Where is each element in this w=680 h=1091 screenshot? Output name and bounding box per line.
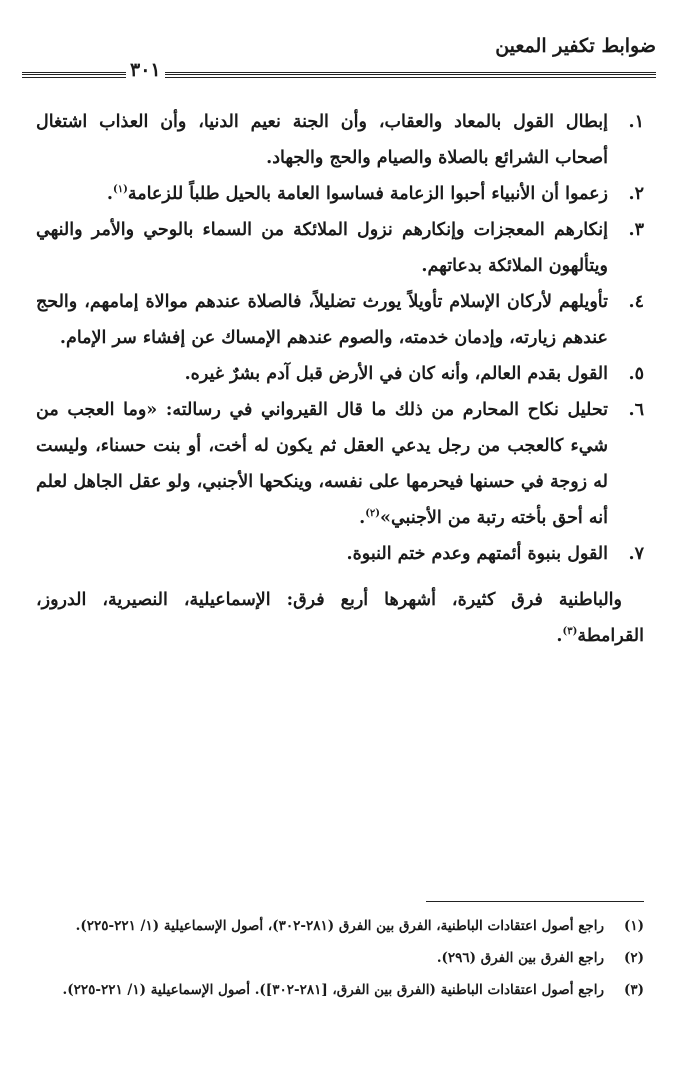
footnote-number: (٢) bbox=[623, 950, 644, 966]
point-number: ٢. bbox=[628, 184, 644, 204]
footnote-text: راجع أصول اعتقادات الباطنية، الفرق بين الفرق (٢٨١-٣٠٢)، أصول الإسماعيلية (١/ ٢٢١-٢٢٥). bbox=[75, 918, 604, 934]
point-text: القول بقدم العالم، وأنه كان في الأرض قبل آدم بشرٌ غيره. bbox=[184, 364, 608, 384]
running-title: ضوابط تكفير المعين bbox=[495, 35, 656, 57]
point-number: ٦. bbox=[628, 400, 644, 420]
point-text: إنكارهم المعجزات وإنكارهم نزول الملائكة من السماء بالوحي والأمر والنهي ويتألهون الملائكة بدعاتهم. bbox=[36, 220, 608, 276]
page-header bbox=[22, 30, 656, 88]
point-number: ٧. bbox=[628, 544, 644, 564]
point-text: زعموا أن الأنبياء أحبوا الزعامة فساسوا العامة بالحيل طلباً للزعامة bbox=[127, 184, 608, 204]
header-rule-thin bbox=[22, 77, 656, 78]
footnote-ref[interactable]: (٢) bbox=[365, 508, 381, 520]
footnote-number: (٣) bbox=[623, 982, 644, 998]
point-text: القول بنبوة أئمتهم وعدم ختم النبوة. bbox=[346, 544, 608, 564]
point-number: ٤. bbox=[628, 292, 644, 312]
footnote-number: (١) bbox=[623, 918, 644, 934]
closing-text-end: . bbox=[556, 626, 563, 646]
footnote-ref[interactable]: (٣) bbox=[562, 626, 578, 638]
footnotes bbox=[36, 912, 644, 1008]
point-item bbox=[36, 104, 644, 176]
point-item bbox=[36, 212, 644, 284]
point-item bbox=[36, 176, 644, 212]
point-item bbox=[36, 284, 644, 356]
point-item bbox=[36, 392, 644, 536]
point-text-end: . bbox=[106, 184, 113, 204]
point-text: إبطال القول بالمعاد والعقاب، وأن الجنة نعيم الدنيا، وأن العذاب اشتغال أصحاب الشرائع بالصلاة والصيام والحج والجهاد. bbox=[36, 112, 608, 168]
point-text: تحليل نكاح المحارم من ذلك ما قال القيرواني في رسالته: «وما العجب من شيء كالعجب من رجل يدعي العقل ثم يكون له أخت، أو بنت حسناء، وليست له زوجة في حسنها فيحرمها على نفسه، وينكحها الأجنبي، ولو عقل الجاهل لعلم أنه أحق بأخته رتبة من الأجنبي» bbox=[36, 400, 608, 528]
points-list bbox=[36, 104, 644, 572]
footnote-text: راجع الفرق بين الفرق (٢٩٦). bbox=[436, 950, 604, 966]
footnote-separator bbox=[426, 901, 644, 902]
closing-text: والباطنية فرق كثيرة، أشهرها أربع فرق: الإسماعيلية، النصيرية، الدروز، القرامطة bbox=[36, 590, 644, 646]
main-text bbox=[36, 104, 644, 654]
footnote-item bbox=[36, 944, 644, 972]
footnote-item bbox=[36, 976, 644, 1004]
point-number: ٣. bbox=[628, 220, 644, 240]
point-item bbox=[36, 536, 644, 572]
point-number: ٥. bbox=[628, 364, 644, 384]
point-item bbox=[36, 356, 644, 392]
point-text-end: . bbox=[359, 508, 366, 528]
closing-paragraph bbox=[36, 582, 644, 654]
footnote-text: راجع أصول اعتقادات الباطنية (الفرق بين الفرق، [٢٨١-٣٠٢]). أصول الإسماعيلية (١/ ٢٢١-٢٢٥). bbox=[62, 982, 604, 998]
point-number: ١. bbox=[628, 112, 644, 132]
header-rule bbox=[22, 72, 656, 75]
point-text: تأويلهم لأركان الإسلام تأويلاً يورث تضليلاً، فالصلاة عندهم موالاة إمامهم، والحج عندهم زيارته، وإدمان خدمته، والصوم عندهم الإمساك عن إفشاء سر الإمام. bbox=[36, 292, 608, 348]
footnote-item bbox=[36, 912, 644, 940]
page-number: ٣٠١ bbox=[126, 58, 165, 82]
footnote-ref[interactable]: (١) bbox=[113, 184, 128, 196]
